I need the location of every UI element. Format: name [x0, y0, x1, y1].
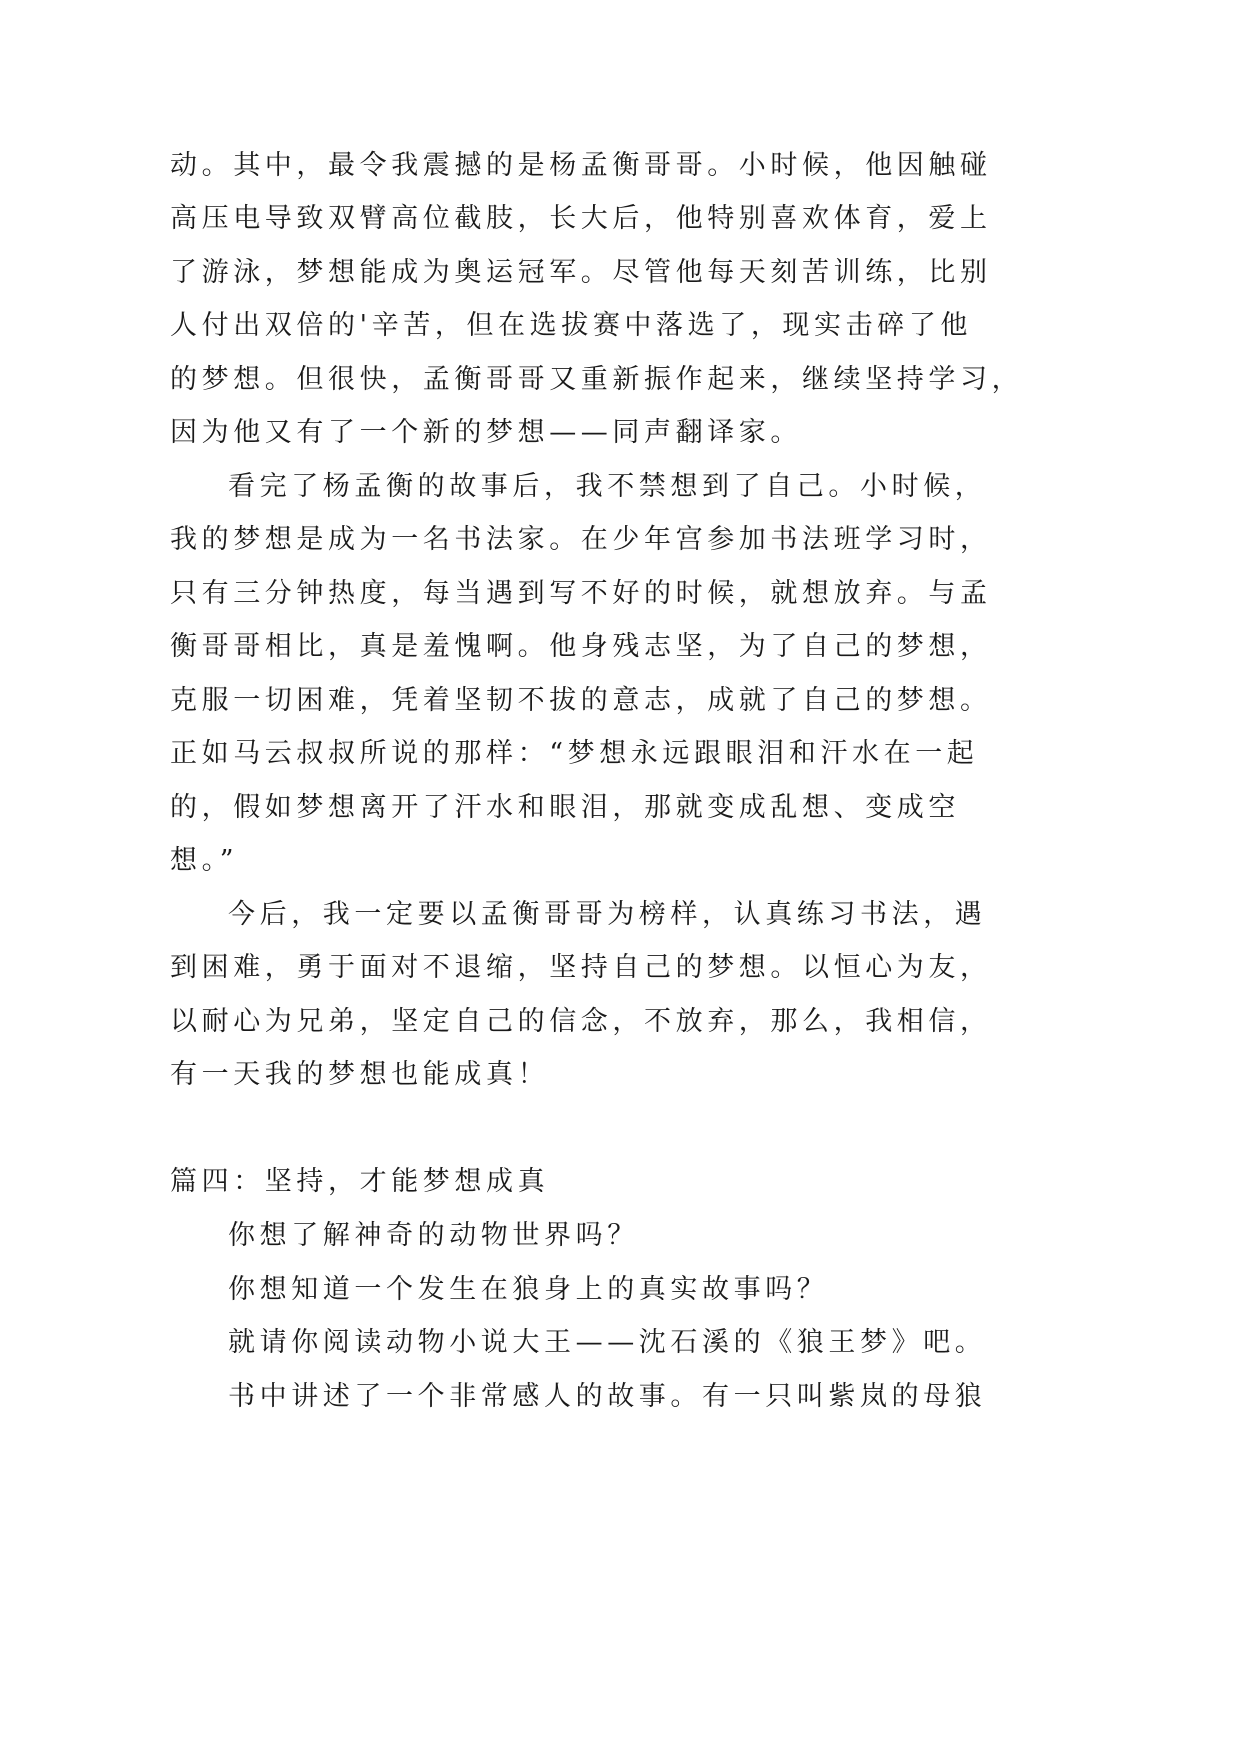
body-text-line: 以耐心为兄弟，坚定自己的信念，不放弃，那么，我相信，	[170, 1006, 992, 1037]
body-text-line: 了游泳，梦想能成为奥运冠军。尽管他每天刻苦训练，比别	[170, 257, 992, 288]
body-text-line: 的梦想。但很快，孟衡哥哥又重新振作起来，继续坚持学习，	[170, 364, 1024, 395]
paragraph-first-line: 今后，我一定要以孟衡哥哥为榜样，认真练习书法，遇	[228, 899, 987, 930]
body-text-line: 动。其中，最令我震撼的是杨孟衡哥哥。小时候，他因触碰	[170, 150, 992, 181]
section-heading: 篇四：坚持，才能梦想成真	[170, 1166, 550, 1197]
body-text-line: 想。”	[170, 845, 239, 876]
body-text-line: 只有三分钟热度，每当遇到写不好的时候，就想放弃。与孟	[170, 578, 992, 609]
body-text-line: 正如马云叔叔所说的那样：“梦想永远跟眼泪和汗水在一起	[170, 738, 979, 769]
body-text-line: 因为他又有了一个新的梦想——同声翻译家。	[170, 417, 802, 448]
paragraph-first-line: 书中讲述了一个非常感人的故事。有一只叫紫岚的母狼	[228, 1381, 987, 1412]
body-text-line: 克服一切困难，凭着坚韧不拔的意志，成就了自己的梦想。	[170, 685, 992, 716]
body-text-line: 人付出双倍的'辛苦，但在选拔赛中落选了，现实击碎了他	[170, 310, 973, 341]
body-text-line: 到困难，勇于面对不退缩，坚持自己的梦想。以恒心为友，	[170, 952, 992, 983]
paragraph-first-line: 看完了杨孟衡的故事后，我不禁想到了自己。小时候，	[228, 471, 987, 502]
body-text-line: 衡哥哥相比，真是羞愧啊。他身残志坚，为了自己的梦想，	[170, 631, 992, 662]
body-text-line: 有一天我的梦想也能成真！	[170, 1059, 550, 1090]
paragraph-first-line: 你想了解神奇的动物世界吗？	[228, 1220, 639, 1251]
body-text-line: 我的梦想是成为一名书法家。在少年宫参加书法班学习时，	[170, 524, 992, 555]
paragraph-first-line: 就请你阅读动物小说大王——沈石溪的《狼王梦》吧。	[228, 1327, 987, 1358]
body-text-line: 的，假如梦想离开了汗水和眼泪，那就变成乱想、变成空	[170, 792, 960, 823]
paragraph-first-line: 你想知道一个发生在狼身上的真实故事吗？	[228, 1274, 829, 1305]
body-text-line: 高压电导致双臂高位截肢，长大后，他特别喜欢体育，爱上	[170, 203, 992, 234]
